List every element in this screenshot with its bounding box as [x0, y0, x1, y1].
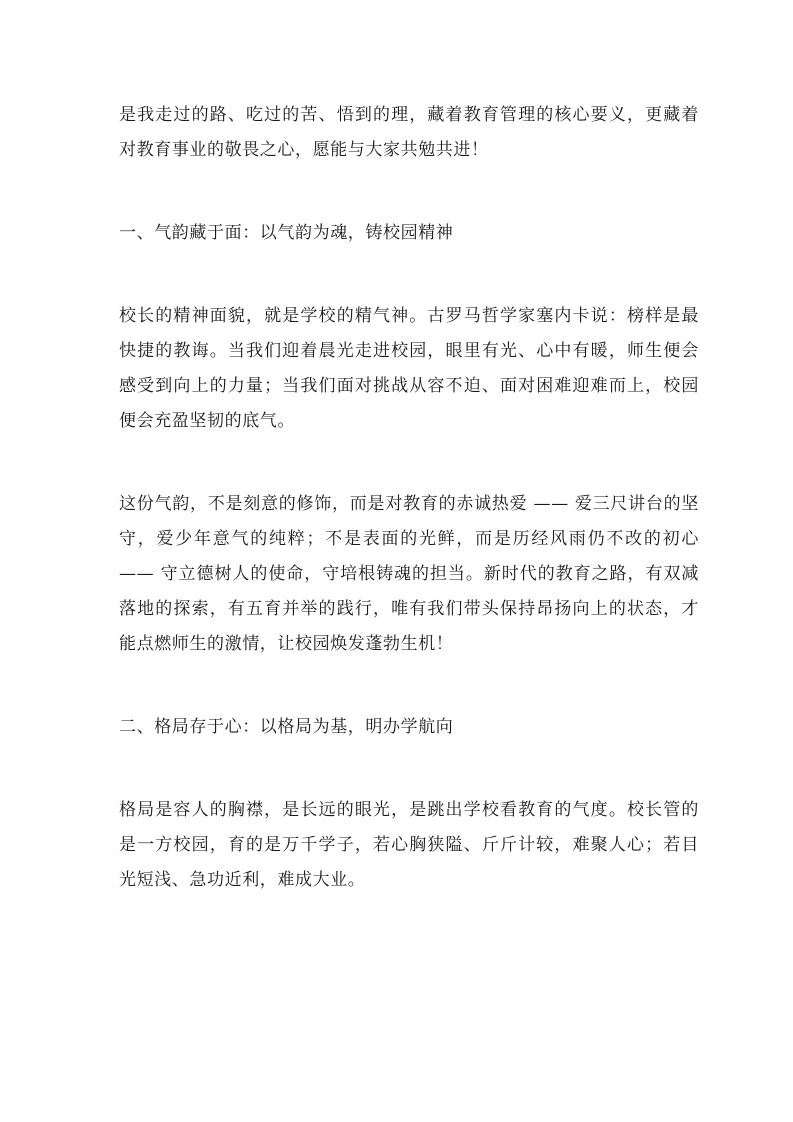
paragraph-spacer — [119, 439, 699, 487]
section-1-paragraph-2: 这份气韵，不是刻意的修饰，而是对教育的赤诚热爱 —— 爱三尺讲台的坚守，爱少年意气的纯粹；不是表面的光鲜，而是历经风雨仍不改的初心 —— 守立德树人的使命，守培根铸魂的担当。新时代的教育之路，有双减落地的探索，有五育并举的践行，唯有我们带头保持昂扬向上的状态，才能点燃师生的激情，让校园焕发蓬勃生机！ — [119, 494, 699, 654]
paragraph-spacer — [119, 745, 699, 793]
intro-paragraph: 是我走过的路、吃过的苦、悟到的理，藏着教育管理的核心要义，更藏着对教育事业的敬畏之心，愿能与大家共勉共进！ — [119, 105, 699, 160]
section-heading-1: 一、气韵藏于面：以气韵为魂，铸校园精神 — [119, 223, 454, 243]
document-body — [119, 98, 699, 898]
paragraph-spacer — [119, 168, 699, 216]
section-2-paragraph-1: 格局是容人的胸襟，是长远的眼光，是跳出学校看教育的气度。校长管的是一方校园，育的是万千学子，若心胸狭隘、斤斤计较，难聚人心；若目光短浅、急功近利，难成大业。 — [119, 800, 699, 890]
paragraph-spacer — [119, 662, 699, 710]
section-heading-2: 二、格局存于心：以格局为基，明办学航向 — [119, 717, 454, 737]
section-1-paragraph-1: 校长的精神面貌，就是学校的精气神。古罗马哲学家塞内卡说：榜样是最快捷的教诲。当我们迎着晨光走进校园，眼里有光、心中有暖，师生便会感受到向上的力量；当我们面对挑战从容不迫、面对困难迎难而上，校园便会充盈坚韧的底气。 — [119, 306, 699, 431]
paragraph-spacer — [119, 251, 699, 299]
